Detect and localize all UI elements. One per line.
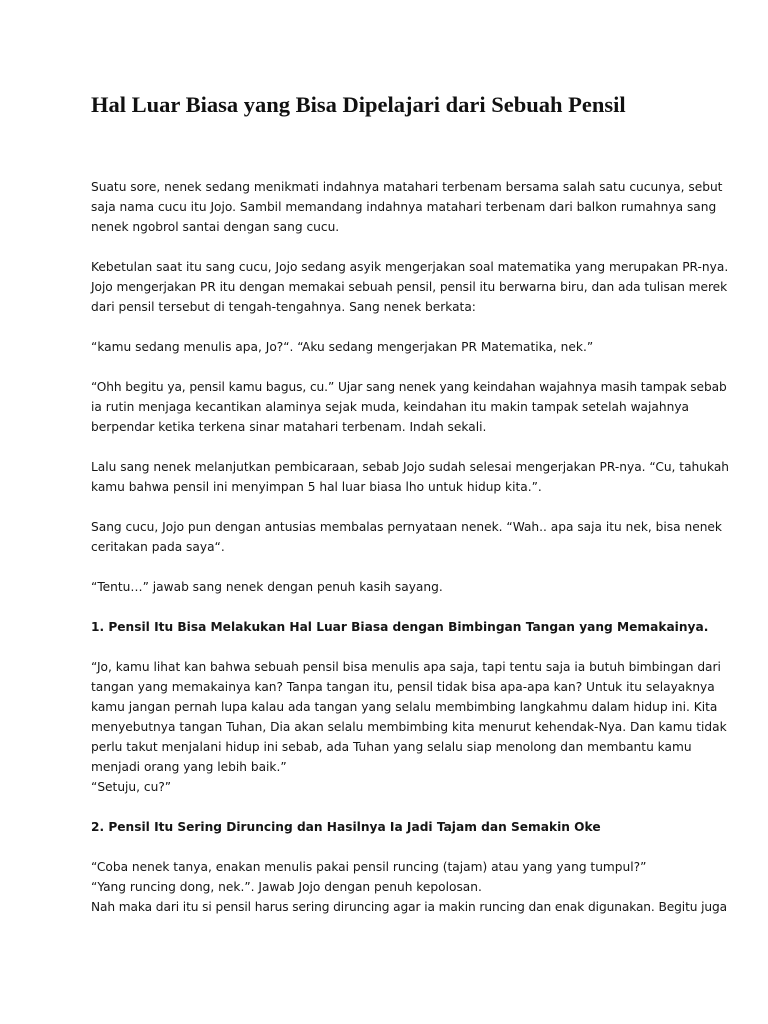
text-line: Kebetulan saat itu sang cucu, Jojo sedang asyik mengerjakan soal matematika yang merupakan PR-nya. — [91, 260, 729, 274]
document-title: Hal Luar Biasa yang Bisa Dipelajari dari Sebuah Pensil — [91, 92, 626, 117]
section-heading — [91, 617, 731, 637]
text-line: Jojo mengerjakan PR itu dengan memakai sebuah pensil, pensil itu berwarna biru, dan ada tulisan merek — [91, 280, 728, 294]
heading-text: 1. Pensil Itu Bisa Melakukan Hal Luar Biasa dengan Bimbingan Tangan yang Memakainya. — [91, 620, 709, 634]
section-heading — [91, 817, 731, 837]
text-line: Nah maka dari itu si pensil harus sering diruncing agar ia makin runcing dan enak digunakan. Begitu juga — [91, 900, 728, 914]
paragraph — [91, 657, 731, 797]
document-body — [91, 177, 731, 917]
text-line: “Yang runcing dong, nek.”. Jawab Jojo dengan penuh kepolosan. — [91, 880, 482, 894]
text-line: dari pensil tersebut di tengah-tengahnya. Sang nenek berkata: — [91, 300, 476, 314]
paragraph — [91, 257, 731, 317]
text-line: tangan yang memakainya kan? Tanpa tangan itu, pensil tidak bisa apa-apa kan? Untuk itu selayaknya — [91, 680, 715, 694]
text-line: nenek ngobrol santai dengan sang cucu. — [91, 220, 340, 234]
text-line: “Jo, kamu lihat kan bahwa sebuah pensil bisa menulis apa saja, tapi tentu saja ia butuh bimbingan dari — [91, 660, 721, 674]
text-line: “Tentu…” jawab sang nenek dengan penuh kasih sayang. — [91, 580, 443, 594]
text-line: Sang cucu, Jojo pun dengan antusias membalas pernyataan nenek. “Wah.. apa saja itu nek, bisa nenek — [91, 520, 722, 534]
text-line: “Ohh begitu ya, pensil kamu bagus, cu.” Ujar sang nenek yang keindahan wajahnya masih tampak sebab — [91, 380, 727, 394]
paragraph — [91, 577, 731, 597]
text-line: “Setuju, cu?” — [91, 780, 172, 794]
text-line: ceritakan pada saya“. — [91, 540, 225, 554]
text-line: Lalu sang nenek melanjutkan pembicaraan, sebab Jojo sudah selesai mengerjakan PR-nya. “Cu, tahukah — [91, 460, 730, 474]
heading-text: 2. Pensil Itu Sering Diruncing dan Hasilnya Ia Jadi Tajam dan Semakin Oke — [91, 820, 601, 834]
text-line: “Coba nenek tanya, enakan menulis pakai pensil runcing (tajam) atau yang yang tumpul?” — [91, 860, 647, 874]
paragraph — [91, 337, 731, 357]
paragraph — [91, 457, 731, 497]
text-line: menyebutnya tangan Tuhan, Dia akan selalu membimbing kita menurut kehendak-Nya. Dan kamu tidak — [91, 720, 727, 734]
text-line: saja nama cucu itu Jojo. Sambil memandang indahnya matahari terbenam dari balkon rumahnya sang — [91, 200, 717, 214]
text-line: kamu bahwa pensil ini menyimpan 5 hal luar biasa lho untuk hidup kita.”. — [91, 480, 542, 494]
paragraph — [91, 517, 731, 557]
paragraph — [91, 177, 731, 237]
text-line: “kamu sedang menulis apa, Jo?“. “Aku sedang mengerjakan PR Matematika, nek.” — [91, 340, 594, 354]
text-line: Suatu sore, nenek sedang menikmati indahnya matahari terbenam bersama salah satu cucunya, sebut — [91, 180, 723, 194]
text-line: berpendar ketika terkena sinar matahari terbenam. Indah sekali. — [91, 420, 487, 434]
paragraph — [91, 377, 731, 437]
text-line: perlu takut menjalani hidup ini sebab, ada Tuhan yang selalu siap menolong dan membantu kamu — [91, 740, 692, 754]
text-line: kamu jangan pernah lupa kalau ada tangan yang selalu membimbing langkahmu dalam hidup ini. Kita — [91, 700, 718, 714]
text-line: menjadi orang yang lebih baik.” — [91, 760, 287, 774]
text-line: ia rutin menjaga kecantikan alaminya sejak muda, keindahan itu makin tampak setelah wajahnya — [91, 400, 690, 414]
paragraph — [91, 857, 731, 917]
